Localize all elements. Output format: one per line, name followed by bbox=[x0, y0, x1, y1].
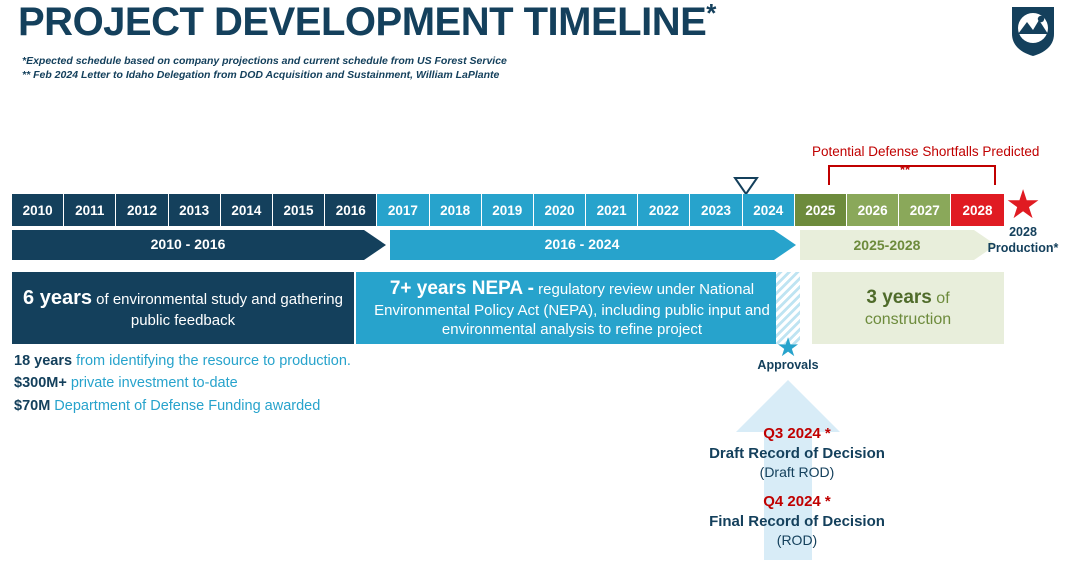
year-cell: 2016 bbox=[325, 194, 377, 226]
year-cell: 2025 bbox=[795, 194, 847, 226]
current-year-marker-icon bbox=[731, 176, 761, 196]
production-milestone bbox=[975, 183, 1071, 256]
milestone-1-title: Draft Record of Decision bbox=[709, 444, 885, 462]
phase-bar-label-2: 2016 - 2024 bbox=[544, 236, 620, 252]
milestone-2-title: Final Record of Decision bbox=[709, 512, 885, 530]
year-cell: 2024 bbox=[743, 194, 795, 226]
milestone-draft-rod bbox=[652, 424, 942, 481]
phase-description-boxes bbox=[12, 272, 1004, 344]
phase-box-construction bbox=[812, 272, 1004, 344]
year-ribbon bbox=[12, 194, 1004, 226]
milestone-1-quarter: Q3 2024 * bbox=[763, 425, 831, 442]
phase-box-environmental-study bbox=[12, 272, 354, 344]
phase-bars bbox=[12, 230, 1004, 260]
milestone-2-quarter: Q4 2024 * bbox=[763, 493, 831, 510]
shortfall-annotation-label: Potential Defense Shortfalls Predicted bbox=[812, 144, 1040, 159]
year-cell: 2018 bbox=[430, 194, 482, 226]
year-cell: 2021 bbox=[586, 194, 638, 226]
year-cell: 2014 bbox=[221, 194, 273, 226]
year-cell: 2015 bbox=[273, 194, 325, 226]
milestone-1-subtitle: (Draft ROD) bbox=[759, 464, 835, 480]
production-year: 2028 bbox=[1009, 225, 1037, 239]
phase-box-3-lead: 3 years bbox=[866, 286, 932, 308]
year-cell: 2027 bbox=[899, 194, 951, 226]
footnotes bbox=[22, 54, 507, 82]
phase-box-1-lead: 6 years bbox=[23, 286, 92, 309]
summary-line-3 bbox=[14, 395, 351, 417]
approvals-label: Approvals bbox=[757, 358, 819, 372]
year-cell: 2017 bbox=[377, 194, 429, 226]
milestone-2-subtitle: (ROD) bbox=[776, 532, 818, 548]
summary-line-3-rest: Department of Defense Funding awarded bbox=[50, 397, 321, 414]
production-star-icon: ★ bbox=[1005, 183, 1041, 227]
page-title bbox=[18, 0, 716, 45]
shield-logo-icon bbox=[1010, 4, 1056, 58]
summary-line-3-bold: $70M bbox=[14, 397, 51, 414]
summary-line-2-rest: private investment to-date bbox=[66, 375, 238, 392]
summary-line-1 bbox=[14, 350, 351, 372]
phase-box-1-rest: of environmental study and gathering public feedback bbox=[91, 290, 343, 330]
year-cell: 2022 bbox=[638, 194, 690, 226]
approvals-star-icon: ★ bbox=[776, 332, 800, 362]
shortfall-footnote-marker: ** bbox=[900, 162, 911, 177]
footnote-2: ** Feb 2024 Letter to Idaho Delegation from DOD Acquisition and Sustainment, William LaPlante bbox=[22, 69, 500, 82]
phase-bar-label-3: 2025-2028 bbox=[853, 237, 921, 253]
approvals-milestone bbox=[742, 334, 834, 372]
year-cell: 2011 bbox=[64, 194, 116, 226]
year-cell: 2013 bbox=[169, 194, 221, 226]
summary-line-1-rest: from identifying the resource to production. bbox=[72, 353, 351, 369]
summary-line-2 bbox=[14, 372, 351, 394]
shortfall-bracket bbox=[828, 165, 996, 185]
milestone-final-rod bbox=[652, 492, 942, 549]
year-cell: 2020 bbox=[534, 194, 586, 226]
summary-stats bbox=[14, 350, 351, 417]
title-asterisk: * bbox=[706, 0, 716, 28]
summary-line-2-bold: $300M+ bbox=[14, 375, 67, 392]
production-label: Production* bbox=[987, 241, 1059, 255]
summary-line-1-bold: 18 years bbox=[14, 353, 73, 369]
phase-box-nepa bbox=[356, 272, 788, 344]
year-cell: 2028 bbox=[951, 194, 1003, 226]
phase-box-3-rest: of construction bbox=[864, 289, 952, 328]
year-cell: 2023 bbox=[690, 194, 742, 226]
phase-box-2-rest: regulatory review under National Environmental Policy Act (NEPA), including public input and environmental analysis to refine project bbox=[374, 280, 770, 339]
year-cell: 2012 bbox=[116, 194, 168, 226]
year-cell: 2026 bbox=[847, 194, 899, 226]
year-cell: 2010 bbox=[12, 194, 64, 226]
phase-bar-label-1: 2010 - 2016 bbox=[150, 236, 226, 252]
page-title-text: PROJECT DEVELOPMENT TIMELINE bbox=[18, 0, 707, 44]
footnote-1: *Expected schedule based on company projections and current schedule from US Forest Service bbox=[22, 55, 507, 67]
year-cell: 2019 bbox=[482, 194, 534, 226]
phase-box-2-lead: 7+ years NEPA - bbox=[389, 277, 535, 299]
